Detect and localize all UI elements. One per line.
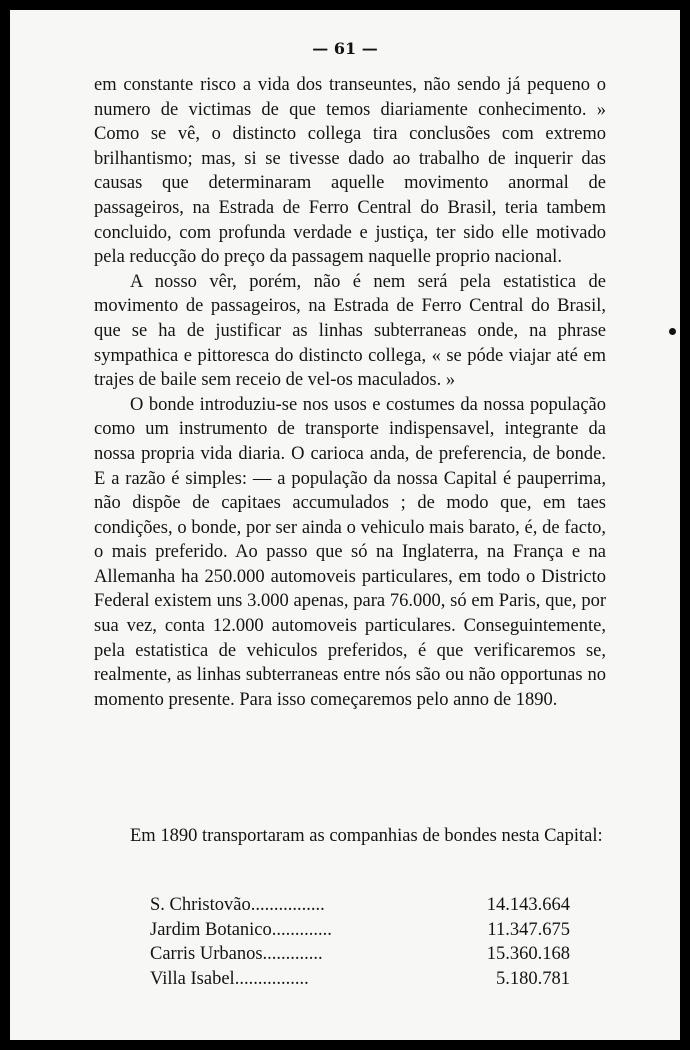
table-row	[150, 967, 570, 992]
passenger-table	[150, 893, 570, 991]
paragraph-3: O bonde introduziu-se nos usos e costumes da nossa população como um instrumento de transporte indispensavel, integrante da nossa propria vida diaria. O carioca anda, de preferencia, de bonde. E a razão é simples: — a população da nossa Capital é pauperrima, não dispõe de capitaes accumulados ; de modo que, em taes condições, o bonde, por ser ainda o vehiculo mais barato, é, de facto, o mais preferido. Ao passo que só na Inglaterra, na França e na Allemanha ha 250.000 automoveis particulares, em todo o Districto Federal existem uns 3.000 apenas, para 76.000, só em Paris, que, por sua vez, conta 12.000 automoveis particulares. Conseguintemente, pela estatistica de vehiculos preferidos, é que verificaremos se, realmente, as linhas subterraneas entre nós são ou não opportunas no momento presente. Para isso começaremos pelo anno de 1890.	[94, 394, 606, 710]
body-text	[94, 73, 606, 712]
dot-leader: .............	[271, 919, 332, 940]
table-row	[150, 942, 570, 967]
page-number: — 61 —	[312, 39, 378, 58]
company-name: Villa Isabel	[150, 968, 235, 989]
company-name: Jardim Botanico	[150, 919, 272, 940]
table-intro-text: Em 1890 transportaram as companhias de bondes nesta Capital:	[130, 826, 603, 846]
paragraph-2: A nosso vêr, porém, não é nem será pela estatistica de movimento de passageiros, na Estrada de Ferro Central do Brasil, que se ha de justificar as linhas subterraneas onde, na phrase sympathica e pittoresca do distincto collega, « se póde viajar até em trajes de baile sem receio de vel-os maculados. »	[94, 271, 606, 391]
margin-mark	[669, 328, 676, 335]
dot-leader: ................	[234, 968, 309, 989]
passenger-count: 11.347.675	[487, 919, 570, 940]
dot-leader: ................	[250, 895, 325, 915]
passenger-count: 5.180.781	[496, 968, 570, 989]
document-page	[10, 10, 680, 1040]
company-name: S. Christovão	[150, 895, 251, 915]
table-row	[150, 893, 570, 918]
table-intro	[94, 824, 606, 849]
dot-leader: .............	[262, 944, 323, 964]
paragraph-1: em constante risco a vida dos transeuntes, não sendo já pequeno o numero de victimas de que temos diariamente conhecimento. » Como se vê, o distincto collega tira conclusões com extremo brilhantismo; mas, si se tivesse dado ao trabalho de inquerir das causas que determinaram aquelle movimento anormal de passageiros, na Estrada de Ferro Central do Brasil, teria tambem concluido, com profunda verdade e justiça, ter sido elle motivado pela reducção do preço da passagem naquelle proprio nacional.	[94, 75, 606, 268]
table-row	[150, 918, 570, 943]
passenger-count: 14.143.664	[486, 895, 570, 915]
company-name: Carris Urbanos	[150, 944, 263, 964]
passenger-count: 15.360.168	[486, 944, 570, 964]
